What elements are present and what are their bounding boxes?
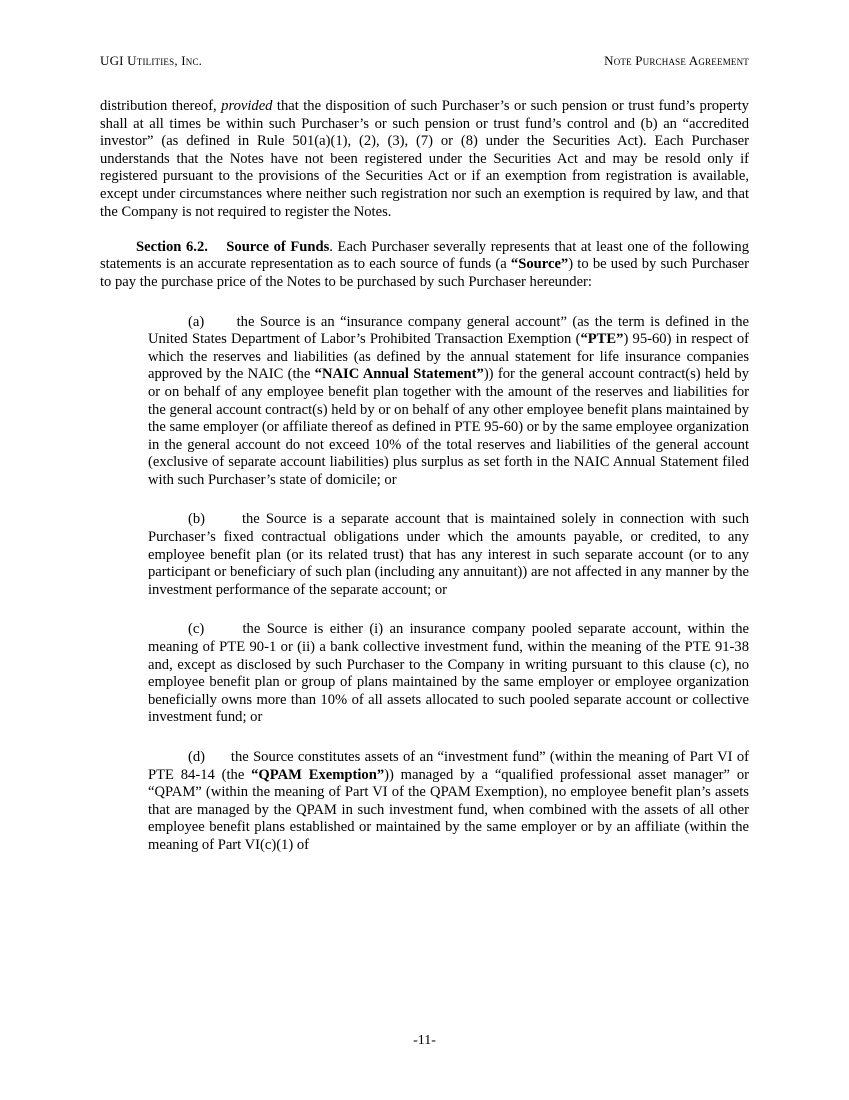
clause-c-text: the Source is either (i) an insurance company pooled separate account, within the meaning of PTE 90-1 or (ii) a bank collective investment fund, within the meaning of the PTE 91-38 and, except as disclosed by such Purchaser to the Company in writing pursuant to this clause (c), no employee benefit plan or group of plans maintained by the same employer or employee organization beneficially owns more than 10% of all assets allocated to such pooled separate account or collective investment fund; or bbox=[148, 621, 749, 726]
clause-c bbox=[148, 621, 749, 727]
section-number: Section 6.2. bbox=[136, 238, 208, 255]
continuation-text-1: distribution thereof, bbox=[100, 98, 222, 114]
clause-d-term: “QPAM Exemption” bbox=[251, 766, 385, 783]
page-footer bbox=[0, 1033, 849, 1049]
running-header bbox=[100, 53, 749, 69]
clause-a-text-1: the Source is an “insurance company general account” (as the term is defined in the United States Department of Labor’s Prohibited Transaction Exemption ( bbox=[148, 313, 750, 348]
clause-a-term-1: “PTE” bbox=[580, 331, 624, 348]
continuation-italic: provided bbox=[221, 98, 273, 114]
continuation-text-2: that the disposition of such Purchaser’s or such pension or trust fund’s property shall at all times be within such Purchaser’s or such pension or trust fund’s control and (b) an “accredited investor” (as defined in Rule 501(a)(1), (2), (3), (7) or (8) under the Securities Act). Each Purchaser understands that the Notes have not been registered under the Securities Act and may be resold only if registered pursuant to the provisions of the Securities Act or if an exemption from registration is available, except under circumstances where neither such registration nor such an exemption is required by law, and that the Company is not required to register the Notes. bbox=[100, 98, 749, 220]
clause-b-text: the Source is a separate account that is maintained solely in connection with such Purchaser’s fixed contractual obligations under which the amounts payable, or credited, to any employee benefit plan (or its related trust) that has any interest in such separate account (or to any participant or beneficiary of such plan (including any annuitant)) are not affected in any manner by the investment performance of the separate account; or bbox=[148, 511, 750, 598]
section-text-2: ) to be used by such Purchaser to pay the purchase price of the Notes to be purchased by such Purchaser hereunder: bbox=[100, 256, 749, 290]
clause-a-term-2: “NAIC Annual Statement” bbox=[314, 366, 484, 383]
clause-b bbox=[148, 511, 749, 599]
header-document-title: Note Purchase Agreement bbox=[604, 53, 749, 68]
clause-d-label: (d) bbox=[188, 749, 206, 765]
clause-d-text-1: the Source constitutes assets of an “investment fund” (within the meaning of Part VI of PTE 84-14 (the bbox=[148, 749, 750, 783]
section-defined-term: “Source” bbox=[510, 256, 569, 273]
clause-b-label: (b) bbox=[188, 511, 206, 528]
clause-a-label: (a) bbox=[188, 313, 205, 330]
clause-a-text-2: ) 95-60) in respect of which the reserves and liabilities (as defined by the annual statement for life insurance companies approved by the NAIC (the bbox=[148, 331, 749, 383]
clause-c-label: (c) bbox=[188, 621, 205, 638]
continuation-paragraph bbox=[100, 98, 749, 221]
clause-d-text-2: )) managed by a “qualified professional asset manager” or “QPAM” (within the meaning of Part VI of the QPAM Exemption), no employee benefit plan’s assets that are managed by the QPAM in such investment fund, when combined with the assets of all other employee benefit plans established or maintained by the same employer or by an affiliate (within the meaning of Part VI(c)(1) of bbox=[148, 766, 749, 853]
clause-a bbox=[148, 314, 749, 490]
clause-a-text-3: )) for the general account contract(s) held by or on behalf of any employee benefit plan together with the amount of the reserves and liabilities for the general account contract(s) held by or on behalf of any other employee benefit plans maintained by the same employer (or affiliate thereof as defined in PTE 95-60) or by the same employee organization in the general account do not exceed 10% of the total reserves and liabilities of the general account (exclusive of separate account liabilities) plus surplus as set forth in the NAIC Annual Statement filed with such Purchaser’s state of domicile; or bbox=[148, 366, 749, 488]
section-text-1: . Each Purchaser severally represents that at least one of the following statements is an accurate representation as to each source of funds (a bbox=[100, 238, 749, 273]
section-title: Source of Funds bbox=[226, 238, 330, 255]
body-text bbox=[100, 98, 749, 855]
section-6-2-paragraph bbox=[100, 239, 749, 292]
page-number: -11- bbox=[413, 1033, 436, 1048]
header-company-name: UGI Utilities, Inc. bbox=[100, 53, 203, 68]
clause-d bbox=[148, 749, 749, 855]
